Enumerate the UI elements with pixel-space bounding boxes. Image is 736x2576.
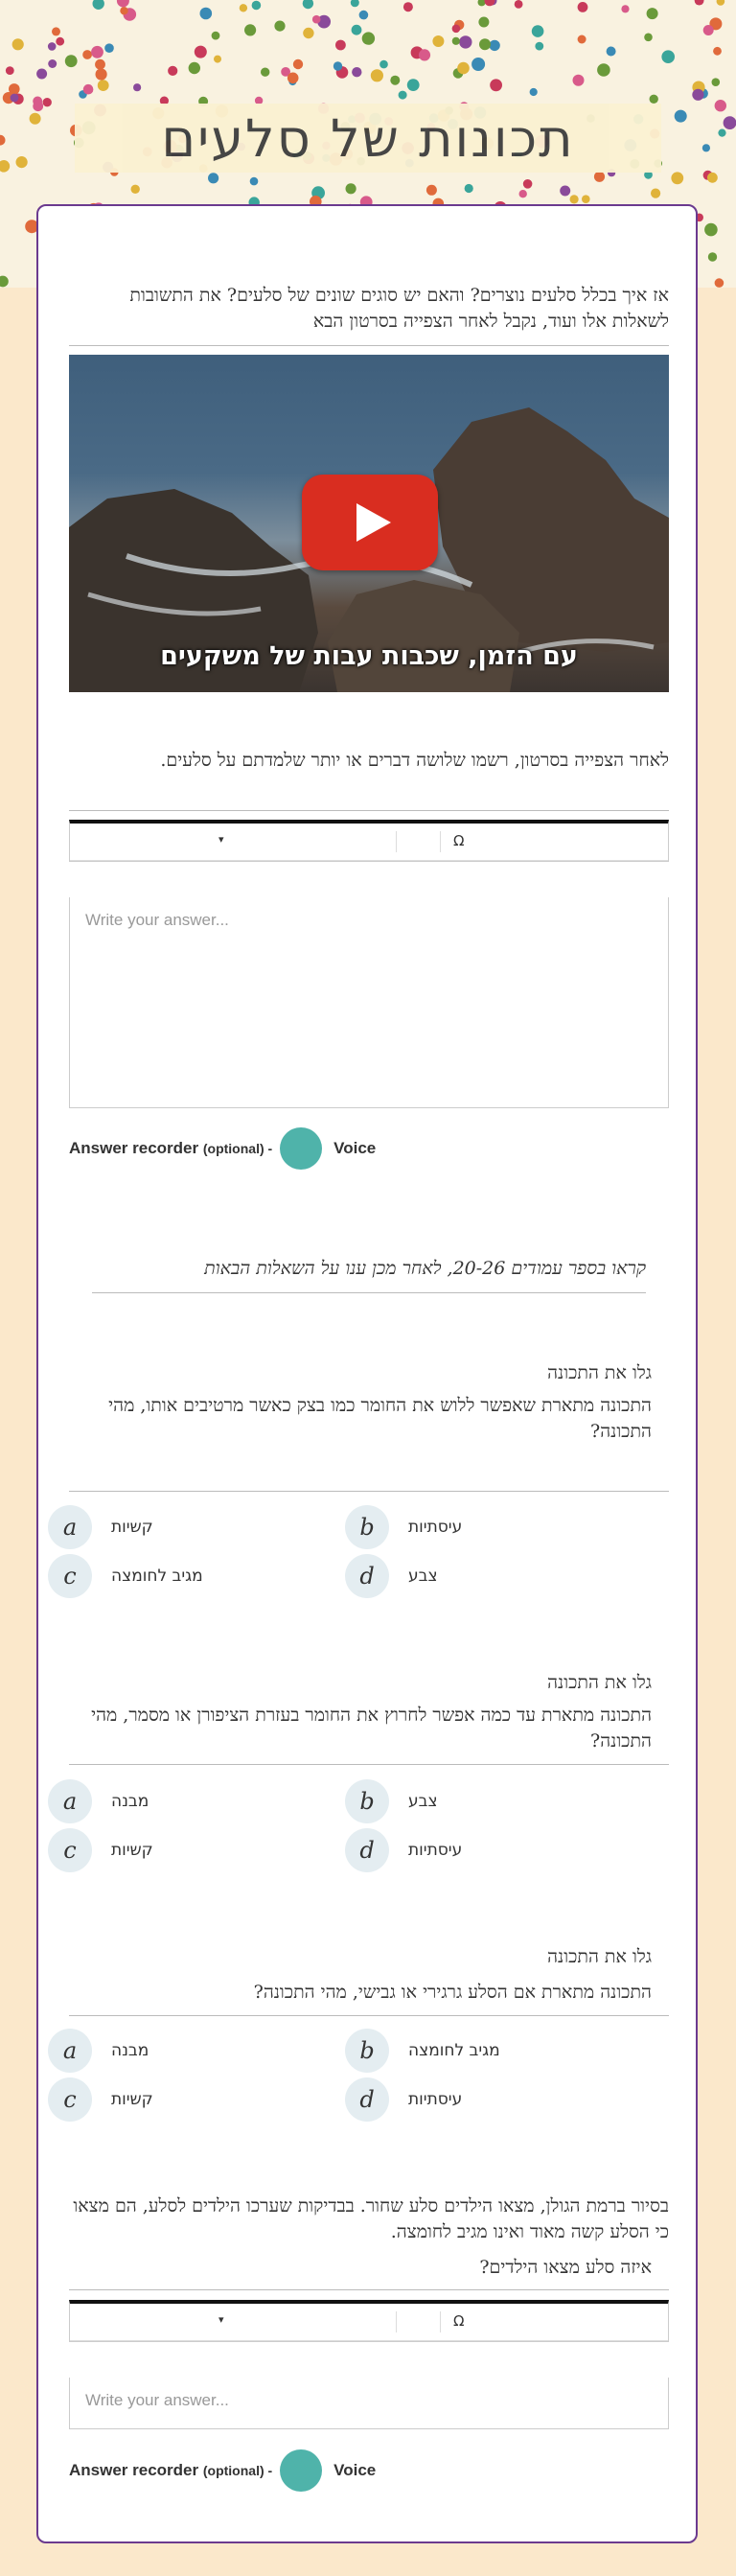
option-letter: c bbox=[48, 1554, 92, 1598]
q4-option-c[interactable] bbox=[48, 2077, 153, 2123]
q3-option-c[interactable] bbox=[48, 1827, 153, 1873]
recorder-label: Answer recorder bbox=[69, 1139, 199, 1157]
divider bbox=[69, 345, 669, 346]
divider bbox=[69, 810, 669, 811]
q3-heading: גלו את התכונה bbox=[547, 1672, 652, 1693]
option-label: מגיב לחומצה bbox=[408, 2041, 500, 2060]
worksheet-card bbox=[36, 204, 698, 2543]
q4-option-b[interactable] bbox=[345, 2028, 500, 2074]
option-letter: b bbox=[345, 1505, 389, 1549]
toolbar-separator bbox=[440, 831, 441, 852]
q1-answer-input[interactable]: Write your answer... bbox=[69, 897, 669, 1108]
option-label: עיסתיות bbox=[408, 1841, 463, 1860]
voice-label: Voice bbox=[334, 2461, 377, 2479]
q2-text: התכונה מתארת שאפשר ללוש את החומר כמו בצק כאשר מרטיבים אותו, מהי התכונה? bbox=[108, 1395, 652, 1442]
divider bbox=[69, 2015, 669, 2016]
q1-text: לאחר הצפייה בסרטון, רשמו שלושה דברים או יותר שלמדתם על סלעים. bbox=[160, 750, 669, 771]
option-letter: b bbox=[345, 2029, 389, 2073]
option-label: קשיות bbox=[111, 1841, 153, 1860]
toolbar-separator bbox=[440, 2311, 441, 2332]
page-title: תכונות של סלעים bbox=[161, 107, 575, 169]
option-label: עיסתיות bbox=[408, 2090, 463, 2109]
q4-option-a[interactable] bbox=[48, 2028, 149, 2074]
option-label: צבע bbox=[408, 1792, 438, 1811]
option-label: מגיב לחומצה bbox=[111, 1566, 203, 1586]
toolbar bbox=[70, 2304, 668, 2341]
q3-option-a[interactable] bbox=[48, 1778, 149, 1824]
toolbar-separator bbox=[396, 2311, 397, 2332]
option-letter: c bbox=[48, 2077, 92, 2122]
divider bbox=[92, 1292, 646, 1293]
play-button[interactable] bbox=[302, 475, 438, 570]
format-dropdown-icon[interactable]: ▾ bbox=[218, 2313, 224, 2326]
option-letter: a bbox=[48, 1779, 92, 1823]
q2-option-a[interactable] bbox=[48, 1504, 153, 1550]
q4-text: התכונה מתארת אם הסלע גרגירי או גבישי, מהי התכונה? bbox=[253, 1982, 652, 2003]
divider bbox=[69, 1764, 669, 1765]
q2-option-c[interactable] bbox=[48, 1553, 203, 1599]
option-label: מבנה bbox=[111, 2041, 150, 2060]
play-icon bbox=[356, 503, 391, 542]
intro-text: אז איך בכלל סלעים נוצרים? והאם יש סוגים שונים של סלעים? את התשובות לשאלות אלו ועוד, נקבל לאחר הצפייה בסרטון הבא bbox=[129, 285, 669, 332]
q2-option-d[interactable] bbox=[345, 1553, 438, 1599]
voice-record-button[interactable] bbox=[280, 1127, 322, 1170]
video-caption: עם הזמן, שכבות עבות של משקעים bbox=[160, 641, 578, 671]
q4-heading: גלו את התכונה bbox=[547, 1946, 652, 1967]
q5-editor-toolbar bbox=[69, 2300, 669, 2342]
q1-answer-recorder bbox=[69, 1127, 376, 1170]
option-label: עיסתיות bbox=[408, 1518, 463, 1537]
recorder-label: Answer recorder bbox=[69, 2461, 199, 2479]
q3-text: התכונה מתארת עד כמה אפשר לחרוץ את החומר בעזרת הציפורן או מסמר, מהי התכונה? bbox=[91, 1705, 652, 1752]
option-letter: d bbox=[345, 1554, 389, 1598]
option-letter: c bbox=[48, 1828, 92, 1872]
option-letter: d bbox=[345, 2077, 389, 2122]
option-letter: b bbox=[345, 1779, 389, 1823]
option-label: מבנה bbox=[111, 1792, 150, 1811]
option-letter: a bbox=[48, 2029, 92, 2073]
format-dropdown-icon[interactable]: ▾ bbox=[218, 833, 224, 846]
divider bbox=[69, 2289, 669, 2290]
title-banner bbox=[75, 104, 661, 173]
q4-option-d[interactable] bbox=[345, 2077, 462, 2123]
voice-label: Voice bbox=[334, 1139, 377, 1157]
option-label: קשיות bbox=[111, 2090, 153, 2109]
option-label: צבע bbox=[408, 1566, 438, 1586]
option-letter: d bbox=[345, 1828, 389, 1872]
q5-answer-input[interactable]: Write your answer... bbox=[69, 2378, 669, 2429]
voice-record-button[interactable] bbox=[280, 2449, 322, 2492]
special-char-icon[interactable]: Ω bbox=[453, 2312, 465, 2330]
toolbar bbox=[70, 824, 668, 861]
q5-text: בסיור ברמת הגולן, מצאו הילדים סלע שחור. בבדיקות שערכו הילדים לסלע, הם מצאו כי הסלע קשה מאוד ואינו מגיב לחומצה. bbox=[73, 2195, 669, 2242]
recorder-optional: (optional) - bbox=[202, 1141, 273, 1156]
q5-question: איזה סלע מצאו הילדים? bbox=[479, 2257, 652, 2278]
q1-editor-toolbar bbox=[69, 820, 669, 862]
special-char-icon[interactable]: Ω bbox=[453, 832, 465, 849]
q3-option-d[interactable] bbox=[345, 1827, 462, 1873]
toolbar-separator bbox=[396, 831, 397, 852]
q5-answer-recorder bbox=[69, 2449, 376, 2492]
option-letter: a bbox=[48, 1505, 92, 1549]
reading-instruction: קראו בספר עמודים 20-26, לאחר מכן ענו על השאלות הבאות bbox=[204, 1258, 646, 1279]
option-label: קשיות bbox=[111, 1518, 153, 1537]
q3-option-b[interactable] bbox=[345, 1778, 438, 1824]
q2-option-b[interactable] bbox=[345, 1504, 462, 1550]
recorder-optional: (optional) - bbox=[202, 2463, 273, 2478]
q2-heading: גלו את התכונה bbox=[547, 1362, 652, 1383]
divider bbox=[69, 1491, 669, 1492]
video-player[interactable] bbox=[69, 355, 669, 692]
